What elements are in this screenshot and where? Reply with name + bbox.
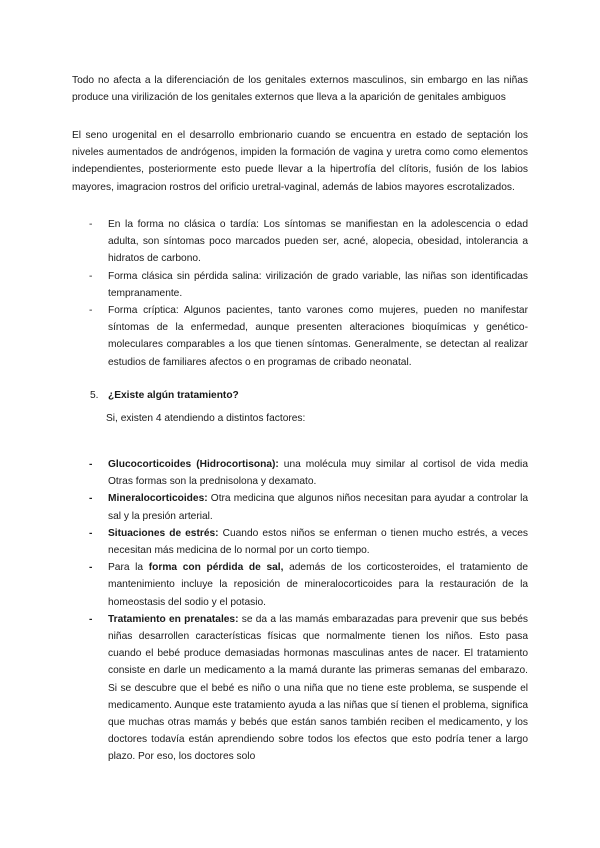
forms-list: [72, 216, 528, 371]
section-title: ¿Existe algún tratamiento?: [108, 390, 239, 401]
list-item: - Mineralocorticoides: Otra medicina que algunos niños necesitan para ayudar a controlar la sal y la presión arterial.: [89, 493, 528, 522]
treatments-list: [72, 456, 528, 766]
list-item: - Situaciones de estrés: Cuando estos niños se enferman o tienen mucho estrés, a veces necesitan más medicina de lo normal por un corto tiempo.: [89, 527, 528, 557]
paragraph-urogenital-sinus: El seno urogenital en el desarrollo embrionario cuando se encuentra en estado de septación los niveles aumentados de andrógenos, impiden la formación de vagina y uretra como como elementos independientes, posteriormente esto puede llevar a la hipertrofía del clítoris, fusión de los labios mayores, imagracion rostros del orificio uretral-vaginal, además de labios mayores escrotalizados.: [72, 130, 528, 193]
list-item: - Tratamiento en prenatales: se da a las mamás embarazadas para prevenir que sus bebés niñas desarrollen características físicas que normalmente tienen los niños. Esto pasa cuando el bebé produce demasiadas hormonas masculinas antes de nacer. El tratamiento consiste en darle un medicamento a la mamá durante las primeras semanas del embarazo. Si se descubre que el bebé es niño o una niña que no tiene este problema, se suspende el medicamento. Aunque este tratamiento ayuda a las niñas que sí tienen el problema, significa que muchas otras mamás y bebés que están sanos también reciben el medicamento, y los doctores todavía están aprendiendo sobre todos los efectos que esto podría tener a largo plazo. Por eso, los doctores solo: [89, 613, 528, 763]
section-number: 5.: [90, 390, 99, 401]
list-item: - Glucocorticoides (Hidrocortisona): una molécula muy similar al cortisol de vida media Otras formas son la prednisolona y dexamato.: [89, 459, 528, 488]
paragraph-virilization: Todo no afecta a la diferenciación de los genitales externos masculinos, sin embargo en las niñas produce una virilización de los genitales externos que lleva a la aparición de genitales ambiguos: [72, 75, 528, 104]
list-item: - En la forma no clásica o tardía: Los síntomas se manifiestan en la adolescencia o edad adulta, son síntomas poco marcados pueden ser, acné, alopecia, obesidad, intolerancia a hidratos de carbono.: [89, 219, 528, 265]
list-item: - Para la forma con pérdida de sal, además de los corticosteroides, el tratamiento de mantenimiento incluye la reposición de mineralocorticoides para la restauración de la homeostasis del sodio y el potasio.: [89, 562, 528, 608]
list-item: - Forma clásica sin pérdida salina: virilización de grado variable, las niñas son identificadas tempranamente.: [89, 270, 528, 299]
section-heading: [72, 387, 239, 404]
section-intro: Si, existen 4 atendiendo a distintos factores:: [106, 413, 306, 424]
list-item: - Forma críptica: Algunos pacientes, tanto varones como mujeres, pueden no manifestar síntomas de la enfermedad, aunque presenten alteraciones bioquímicas y genético-moleculares comparables a los que tienen síntomas. Generalmente, se detectan al realizar estudios de familiares afectos o en programas de cribado neonatal.: [89, 305, 528, 368]
